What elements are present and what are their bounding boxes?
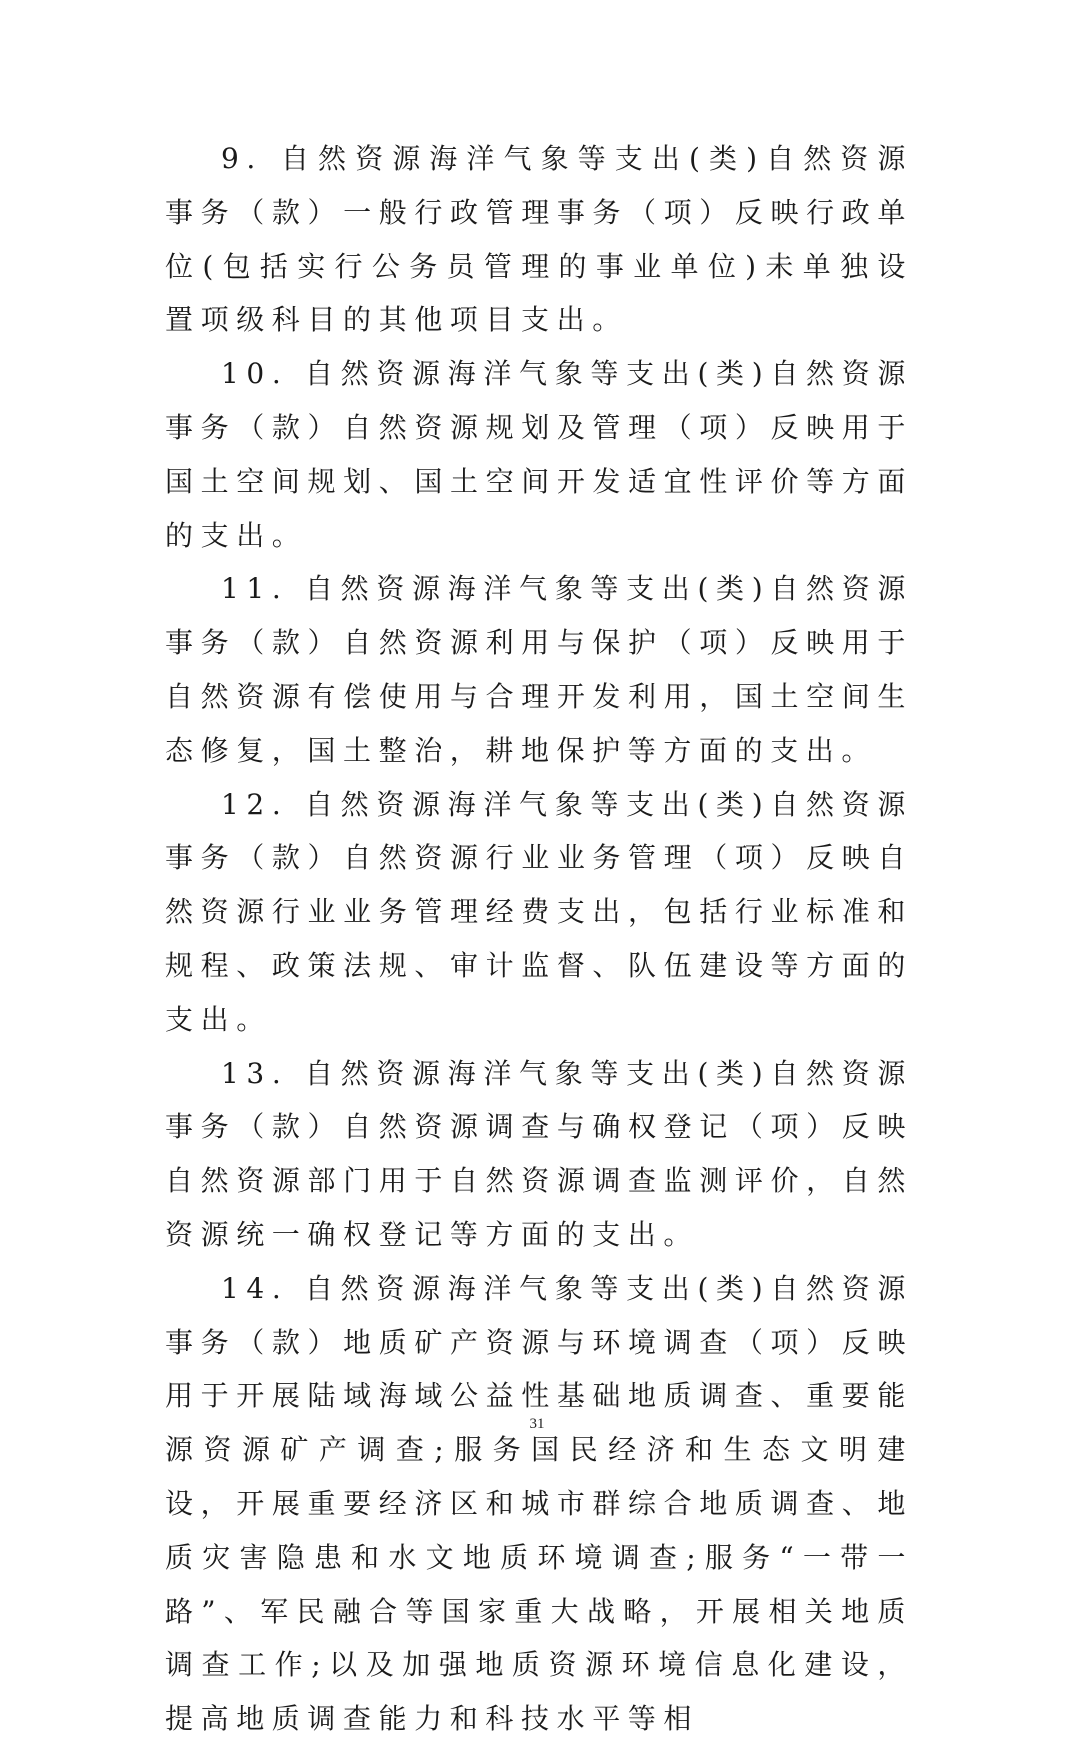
paragraph-item-13: 13. 自然资源海洋气象等支出(类)自然资源事务（款）自然资源调查与确权登记（项）反映自然资源部门用于自然资源调查监测评价，自然资源统一确权登记等方面的支出。 (165, 1056, 913, 1251)
paragraph-item-9: 9. 自然资源海洋气象等支出(类)自然资源事务（款）一般行政管理事务（项）反映行政单位(包括实行公务员管理的事业单位)未单独设置项级科目的其他项目支出。 (165, 142, 913, 337)
page-number: 31 (529, 1416, 545, 1432)
paragraph-item-10: 10. 自然资源海洋气象等支出(类)自然资源事务（款）自然资源规划及管理（项）反映用于国土空间规划、国土空间开发适宜性评价等方面的支出。 (165, 357, 913, 552)
paragraph-item-12: 12. 自然资源海洋气象等支出(类)自然资源事务（款）自然资源行业业务管理（项）反映自然资源行业业务管理经费支出，包括行业标准和规程、政策法规、审计监督、队伍建设等方面的支出。 (165, 787, 913, 1036)
paragraph-item-11: 11. 自然资源海洋气象等支出(类)自然资源事务（款）自然资源利用与保护（项）反映用于自然资源有偿使用与合理开发利用，国土空间生态修复，国土整治，耕地保护等方面的支出。 (165, 572, 913, 767)
paragraph-item-14: 14. 自然资源海洋气象等支出(类)自然资源事务（款）地质矿产资源与环境调查（项）反映用于开展陆域海域公益性基础地质调查、重要能源资源矿产调查;服务国民经济和生态文明建设，开展重要经济区和城市群综合地质调查、地质灾害隐患和水文地质环境调查;服务“一带一路”、军民融合等国家重大战略，开展相关地质调查工作;以及加强地质资源环境信息化建设，提高地质调查能力和科技水平等相 (165, 1271, 913, 1736)
body-text (165, 132, 913, 1746)
